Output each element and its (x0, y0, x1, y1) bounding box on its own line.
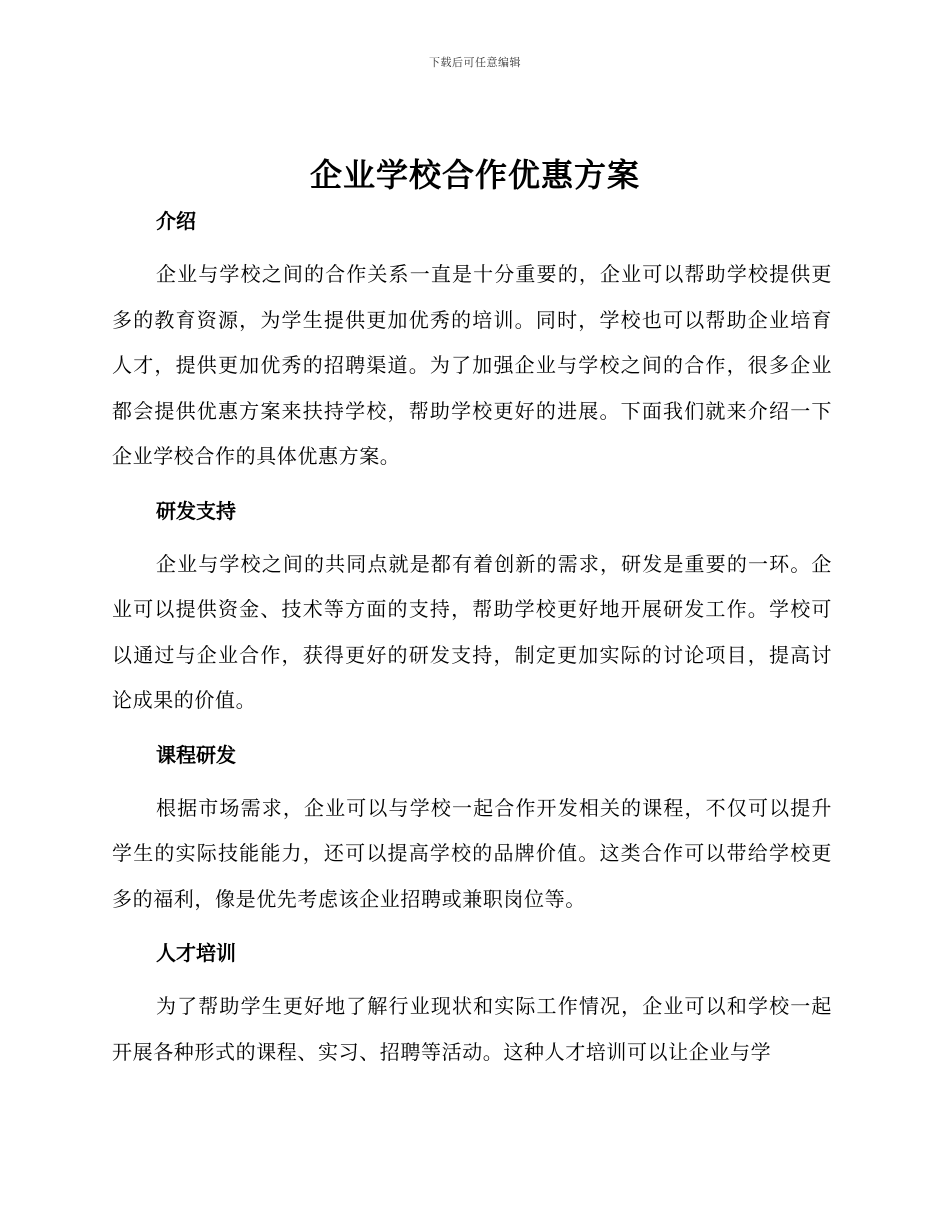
section-heading-talent-training: 人才培训 (156, 941, 236, 965)
page-header-note: 下载后可任意编辑 (429, 56, 521, 69)
section-heading-course-development: 课程研发 (156, 742, 236, 767)
section-paragraph-talent-training: 为了帮助学生更好地了解行业现状和实际工作情况，企业可以和学校一起开展各种形式的课程、实习、招聘等活动。这种人才培训可以让企业与学 (112, 994, 832, 1064)
section-paragraph-course-development: 根据市场需求，企业可以与学校一起合作开发相关的课程，不仅可以提升学生的实际技能能力，还可以提高学校的品牌价值。这类合作可以带给学校更多的福利，像是优先考虑该企业招聘或兼职岗位等。 (112, 795, 832, 911)
section-heading-rnd-support: 研发支持 (156, 498, 236, 523)
section-heading-intro: 介绍 (156, 209, 196, 233)
section-paragraph-intro: 企业与学校之间的合作关系一直是十分重要的，企业可以帮助学校提供更多的教育资源，为学生提供更加优秀的培训。同时，学校也可以帮助企业培育人才，提供更加优秀的招聘渠道。为了加强企业与学校之间的合作，很多企业都会提供优惠方案来扶持学校，帮助学校更好的进展。下面我们就来介绍一下企业学校合作的具体优惠方案。 (112, 262, 832, 468)
document-title: 企业学校合作优惠方案 (309, 156, 640, 194)
section-paragraph-rnd-support: 企业与学校之间的共同点就是都有着创新的需求，研发是重要的一环。企业可以提供资金、技术等方面的支持，帮助学校更好地开展研发工作。学校可以通过与企业合作，获得更好的研发支持，制定更加实际的讨论项目，提高讨论成果的价值。 (112, 551, 832, 712)
document-body (112, 198, 832, 1075)
